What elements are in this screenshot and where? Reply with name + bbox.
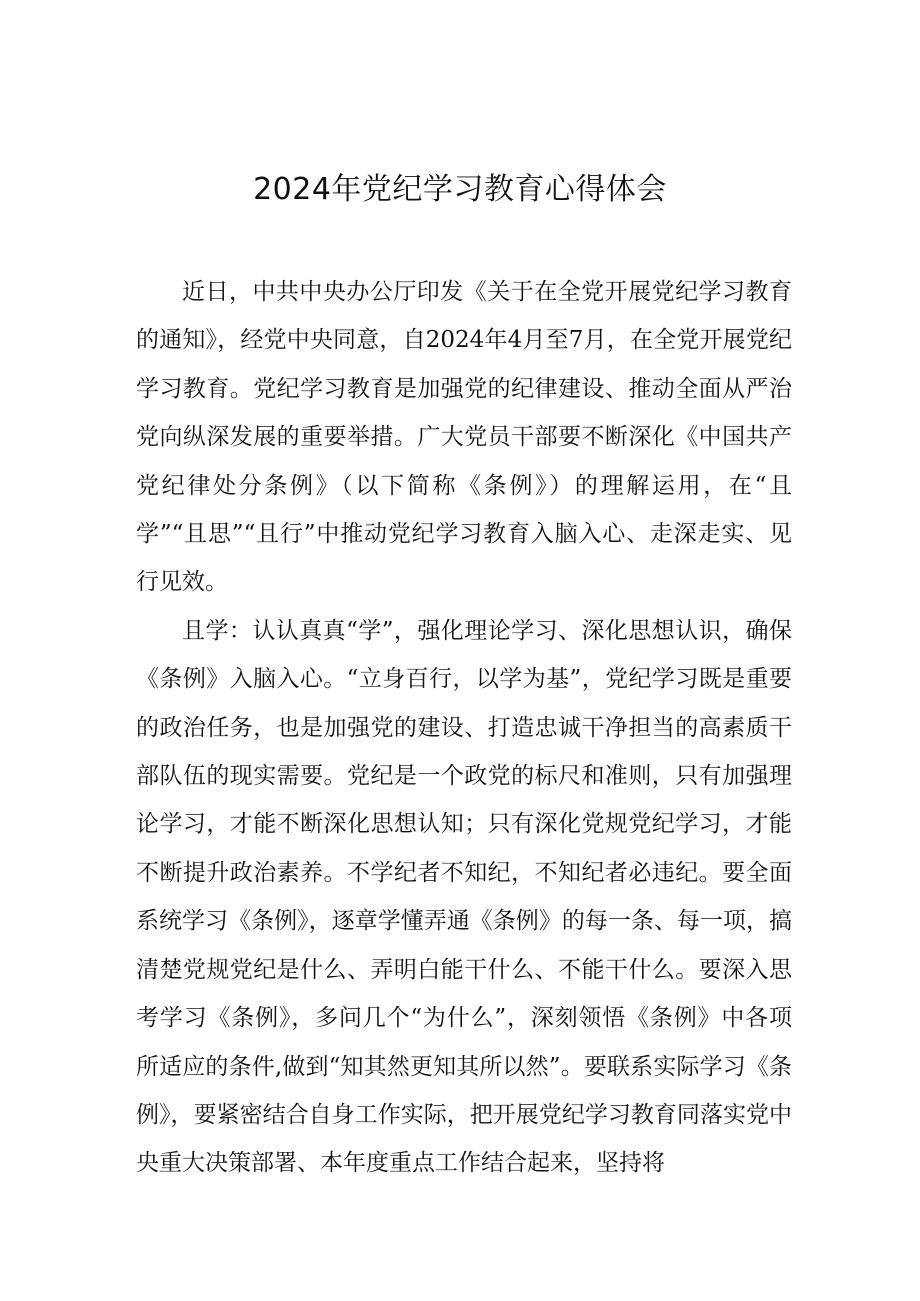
- paragraph-study: 且学：认认真真“学”，强化理论学习、深化思想认识，确保《条例》入脑入心。“立身百行，以学为基”，党纪学习既是重要的政治任务，也是加强党的建设、打造忠诚干净担当的高素质干部队伍的现实需要。党纪是一个政党的标尺和准则，只有加强理论学习，才能不断深化思想认知；只有深化党规党纪学习，才能不断提升政治素养。不学纪者不知纪，不知纪者必违纪。要全面系统学习《条例》，逐章学懂弄通《条例》的每一条、每一项，搞清楚党规党纪是什么、弄明白能干什么、不能干什么。要深入思考学习《条例》，多问几个“为什么”，深刻领悟《条例》中各项所适应的条件,做到“知其然更知其所以然”。要联系实际学习《条例》，要紧密结合自身工作实际，把开展党纪学习教育同落实党中央重大决策部署、本年度重点工作结合起来，坚持将: [136, 617, 792, 1177]
- paragraph-intro: 近日，中共中央办公厅印发《关于在全党开展党纪学习教育的通知》，经党中央同意，自2024年4月至7月，在全党开展党纪学习教育。党纪学习教育是加强党的纪律建设、推动全面从严治党向纵深发展的重要举措。广大党员干部要不断深化《中国共产党纪律处分条例》（以下简称《条例》）的理解运用，在“且学”“且思”“且行”中推动党纪学习教育入脑入心、走深走实、见行见效。: [136, 279, 792, 596]
- document-title: 2024年党纪学习教育心得体会: [253, 172, 667, 207]
- document-body: [136, 268, 792, 1188]
